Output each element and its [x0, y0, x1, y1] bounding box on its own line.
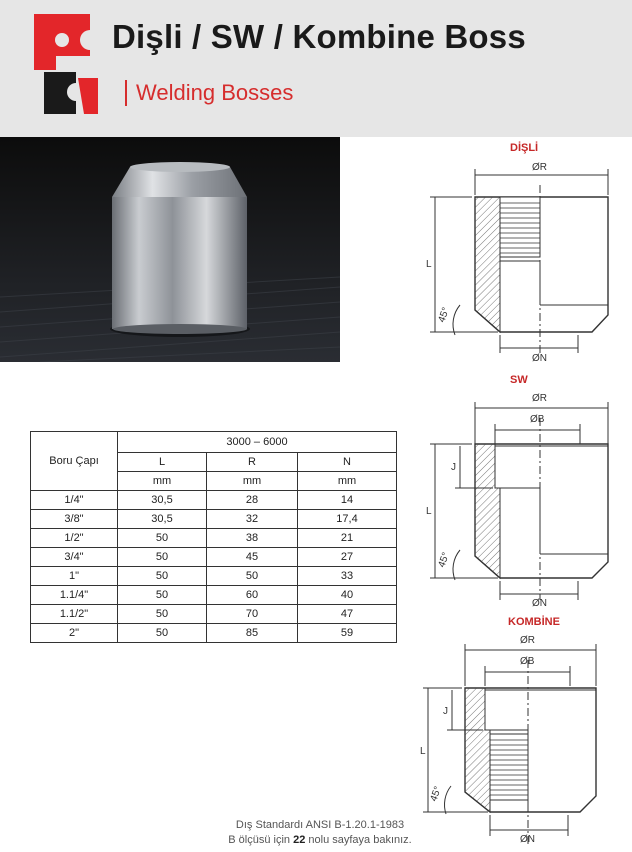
product-photo: [0, 137, 340, 362]
dim-j: J: [443, 706, 448, 717]
value-cell: 32: [207, 510, 298, 529]
value-cell: 27: [298, 548, 397, 567]
footnote-text: nolu sayfaya bakınız.: [305, 834, 412, 846]
table-row: [31, 605, 397, 624]
value-cell: 85: [207, 624, 298, 643]
table-row: [31, 624, 397, 643]
footnote-reference: [180, 833, 460, 848]
dim-l: L: [426, 259, 432, 270]
drawing-label-disli: DİŞLİ: [510, 142, 539, 154]
table-row: [31, 529, 397, 548]
page-title: Dişli / SW / Kombine Boss: [112, 18, 526, 55]
subtitle-accent: [125, 80, 127, 106]
unit-cell: mm: [298, 472, 397, 491]
value-cell: 50: [118, 586, 207, 605]
dim-r: ØR: [520, 635, 535, 646]
value-cell: 50: [118, 567, 207, 586]
value-cell: 38: [207, 529, 298, 548]
pressure-class-header: 3000 – 6000: [118, 432, 397, 453]
value-cell: 45: [207, 548, 298, 567]
unit-cell: mm: [118, 472, 207, 491]
value-cell: 28: [207, 491, 298, 510]
value-cell: 50: [118, 548, 207, 567]
table-row: [31, 548, 397, 567]
footnote: [180, 818, 460, 848]
size-cell: 2": [31, 624, 118, 643]
dimensions-table: [30, 431, 397, 643]
dim-r: ØR: [532, 393, 547, 404]
dim-b: ØB: [530, 414, 545, 425]
value-cell: 21: [298, 529, 397, 548]
table-row: [31, 586, 397, 605]
value-cell: 50: [118, 529, 207, 548]
row-header: Boru Çapı: [31, 432, 118, 491]
size-cell: 1/4": [31, 491, 118, 510]
dim-n: ØN: [532, 353, 547, 364]
table-row: [31, 567, 397, 586]
value-cell: 50: [118, 605, 207, 624]
value-cell: 33: [298, 567, 397, 586]
size-cell: 1.1/2": [31, 605, 118, 624]
table-row: [31, 510, 397, 529]
size-cell: 1.1/4": [31, 586, 118, 605]
page-subtitle: Welding Bosses: [136, 80, 294, 105]
dim-n: ØN: [520, 834, 535, 845]
dim-n: ØN: [532, 598, 547, 609]
dim-angle: 45°: [428, 785, 444, 804]
footnote-page-number: 22: [293, 834, 306, 846]
disli-drawing: [400, 155, 632, 365]
size-cell: 1": [31, 567, 118, 586]
dim-b: ØB: [520, 656, 535, 667]
size-cell: 1/2": [31, 529, 118, 548]
value-cell: 17,4: [298, 510, 397, 529]
value-cell: 30,5: [118, 510, 207, 529]
sw-drawing: [400, 388, 632, 610]
footnote-standard: Dış Standardı ANSI B-1.20.1-1983: [235, 819, 405, 831]
dim-angle: 45°: [436, 306, 452, 325]
value-cell: 30,5: [118, 491, 207, 510]
value-cell: 50: [207, 567, 298, 586]
value-cell: 59: [298, 624, 397, 643]
size-cell: 3/4": [31, 548, 118, 567]
dim-r: ØR: [532, 162, 547, 173]
dim-j: J: [451, 462, 456, 473]
column-header: L: [118, 453, 207, 472]
column-header: N: [298, 453, 397, 472]
dim-l: L: [420, 746, 426, 757]
column-header: R: [207, 453, 298, 472]
value-cell: 60: [207, 586, 298, 605]
footnote-text: B ölçüsü için: [228, 834, 294, 846]
page-header: [0, 0, 632, 137]
drawing-label-sw: SW: [510, 374, 528, 386]
value-cell: 50: [118, 624, 207, 643]
unit-cell: mm: [207, 472, 298, 491]
dim-l: L: [426, 506, 432, 517]
value-cell: 40: [298, 586, 397, 605]
brand-logo: [28, 10, 98, 120]
size-cell: 3/8": [31, 510, 118, 529]
value-cell: 14: [298, 491, 397, 510]
drawing-label-kombine: KOMBİNE: [508, 616, 560, 628]
table-row: [31, 491, 397, 510]
dim-angle: 45°: [436, 551, 452, 570]
value-cell: 70: [207, 605, 298, 624]
value-cell: 47: [298, 605, 397, 624]
